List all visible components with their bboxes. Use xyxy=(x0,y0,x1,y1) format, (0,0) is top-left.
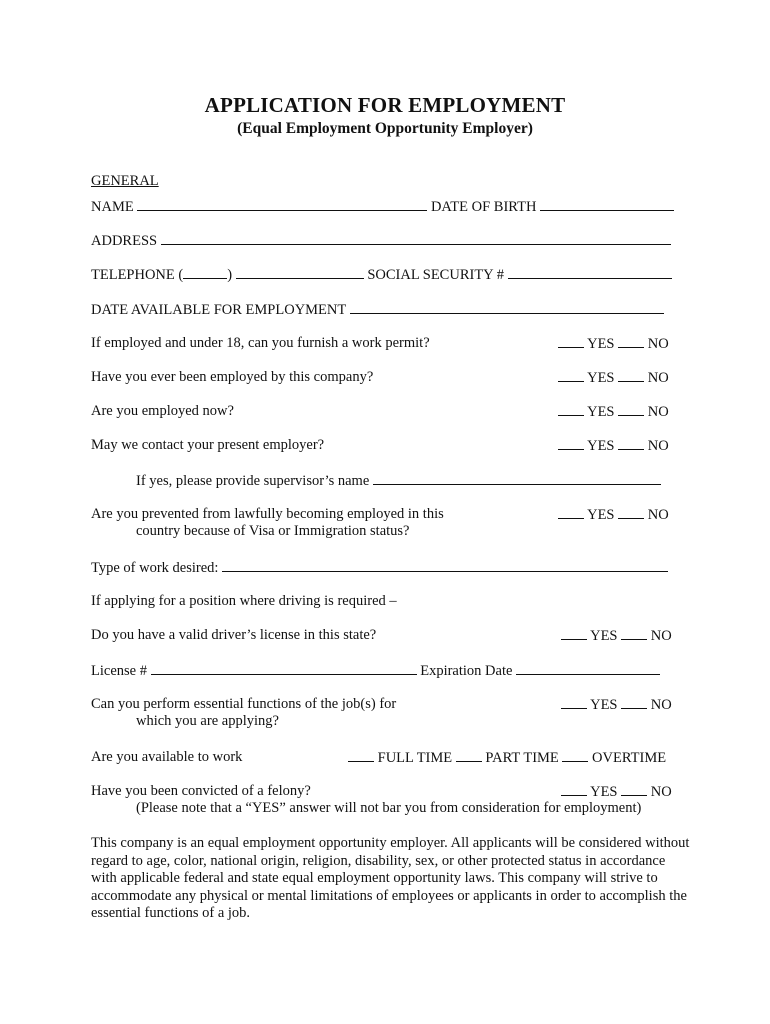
no-label: NO xyxy=(647,370,669,386)
area-code-field[interactable] xyxy=(183,265,227,279)
availability-options xyxy=(348,748,666,767)
no-label: NO xyxy=(650,784,672,800)
name-field[interactable] xyxy=(137,197,427,211)
yes-blank[interactable] xyxy=(558,368,584,382)
telephone-label-close: ) xyxy=(227,267,233,283)
address-row xyxy=(91,231,671,250)
license-number-field[interactable] xyxy=(151,661,417,675)
ssn-label: SOCIAL SECURITY # xyxy=(367,267,504,283)
yes-no-visa xyxy=(558,505,669,524)
yes-no-work-permit xyxy=(558,334,669,353)
yes-label: YES xyxy=(590,697,618,713)
no-blank[interactable] xyxy=(618,402,644,416)
yes-no-license xyxy=(561,626,672,645)
date-available-row xyxy=(91,300,664,319)
yes-blank[interactable] xyxy=(561,782,587,796)
date-available-field[interactable] xyxy=(350,300,664,314)
full-time-blank[interactable] xyxy=(348,748,374,762)
ssn-field[interactable] xyxy=(508,265,672,279)
yes-blank[interactable] xyxy=(561,626,587,640)
question-visa-line2: country because of Visa or Immigration status? xyxy=(136,523,410,539)
part-time-blank[interactable] xyxy=(456,748,482,762)
question-employed-before: Have you ever been employed by this company? xyxy=(91,369,374,385)
question-employed-now: Are you employed now? xyxy=(91,403,234,419)
overtime-blank[interactable] xyxy=(562,748,588,762)
yes-label: YES xyxy=(587,370,615,386)
supervisor-field[interactable] xyxy=(373,471,661,485)
question-felony: Have you been convicted of a felony? xyxy=(91,783,311,799)
no-label: NO xyxy=(647,404,669,420)
supervisor-label: If yes, please provide supervisor’s name xyxy=(136,473,370,489)
yes-no-essential xyxy=(561,695,672,714)
yes-label: YES xyxy=(590,628,618,644)
address-field[interactable] xyxy=(161,231,671,245)
no-blank[interactable] xyxy=(621,782,647,796)
yes-blank[interactable] xyxy=(558,505,584,519)
yes-label: YES xyxy=(590,784,618,800)
yes-no-contact-employer xyxy=(558,436,669,455)
question-essential-line1: Can you perform essential functions of the job(s) for xyxy=(91,696,397,712)
page-title: APPLICATION FOR EMPLOYMENT xyxy=(204,93,566,117)
no-blank[interactable] xyxy=(618,368,644,382)
section-heading-general: GENERAL xyxy=(91,173,159,189)
name-label: NAME xyxy=(91,199,134,215)
question-contact-employer: May we contact your present employer? xyxy=(91,437,325,453)
yes-label: YES xyxy=(587,336,615,352)
yes-no-employed-before xyxy=(558,368,669,387)
date-available-label: DATE AVAILABLE FOR EMPLOYMENT xyxy=(91,302,346,318)
question-visa-line1: Are you prevented from lawfully becoming employed in this xyxy=(91,506,444,522)
no-blank[interactable] xyxy=(621,626,647,640)
page-subtitle: (Equal Employment Opportunity Employer) xyxy=(237,120,533,137)
eeo-statement: This company is an equal employment opportunity employer. All applicants will be considered without regard to age, color, national origin, religion, disability, sex, or other protected status in accordance with applicable federal and state equal employment opportunity laws. This company will strive to accommodate any physical or mental limitations of employees or applicants in order to accomplish the essential functions of a job. xyxy=(91,835,690,921)
no-label: NO xyxy=(647,438,669,454)
yes-label: YES xyxy=(587,438,615,454)
work-desired-label: Type of work desired: xyxy=(91,560,219,576)
no-blank[interactable] xyxy=(618,436,644,450)
no-label: NO xyxy=(647,336,669,352)
dob-label: DATE OF BIRTH xyxy=(430,199,537,215)
license-row xyxy=(91,661,660,680)
no-label: NO xyxy=(650,697,672,713)
name-row xyxy=(91,197,674,216)
driving-intro: If applying for a position where driving is required – xyxy=(91,593,397,609)
expiration-field[interactable] xyxy=(516,661,660,675)
part-time-label: PART TIME xyxy=(485,750,559,766)
overtime-label: OVERTIME xyxy=(592,750,667,766)
work-desired-row xyxy=(91,558,668,577)
yes-label: YES xyxy=(587,404,615,420)
full-time-label: FULL TIME xyxy=(377,750,453,766)
telephone-field[interactable] xyxy=(236,265,364,279)
dob-field[interactable] xyxy=(540,197,674,211)
no-blank[interactable] xyxy=(618,505,644,519)
work-desired-field[interactable] xyxy=(222,558,668,572)
supervisor-row xyxy=(136,471,661,490)
telephone-label: TELEPHONE ( xyxy=(91,267,184,283)
yes-blank[interactable] xyxy=(558,402,584,416)
yes-no-employed-now xyxy=(558,402,669,421)
yes-label: YES xyxy=(587,507,615,523)
no-blank[interactable] xyxy=(621,695,647,709)
no-label: NO xyxy=(650,628,672,644)
question-availability: Are you available to work xyxy=(91,749,243,765)
question-license-valid: Do you have a valid driver’s license in this state? xyxy=(91,627,377,643)
question-essential-line2: which you are applying? xyxy=(136,713,279,729)
license-number-label: License # xyxy=(91,663,147,679)
yes-blank[interactable] xyxy=(558,436,584,450)
question-work-permit: If employed and under 18, can you furnish a work permit? xyxy=(91,335,430,351)
telephone-row xyxy=(91,265,672,284)
no-blank[interactable] xyxy=(618,334,644,348)
felony-note: (Please note that a “YES” answer will not bar you from consideration for employment) xyxy=(136,800,642,816)
yes-blank[interactable] xyxy=(558,334,584,348)
yes-blank[interactable] xyxy=(561,695,587,709)
address-label: ADDRESS xyxy=(91,233,158,249)
expiration-label: Expiration Date xyxy=(420,663,513,679)
no-label: NO xyxy=(647,507,669,523)
